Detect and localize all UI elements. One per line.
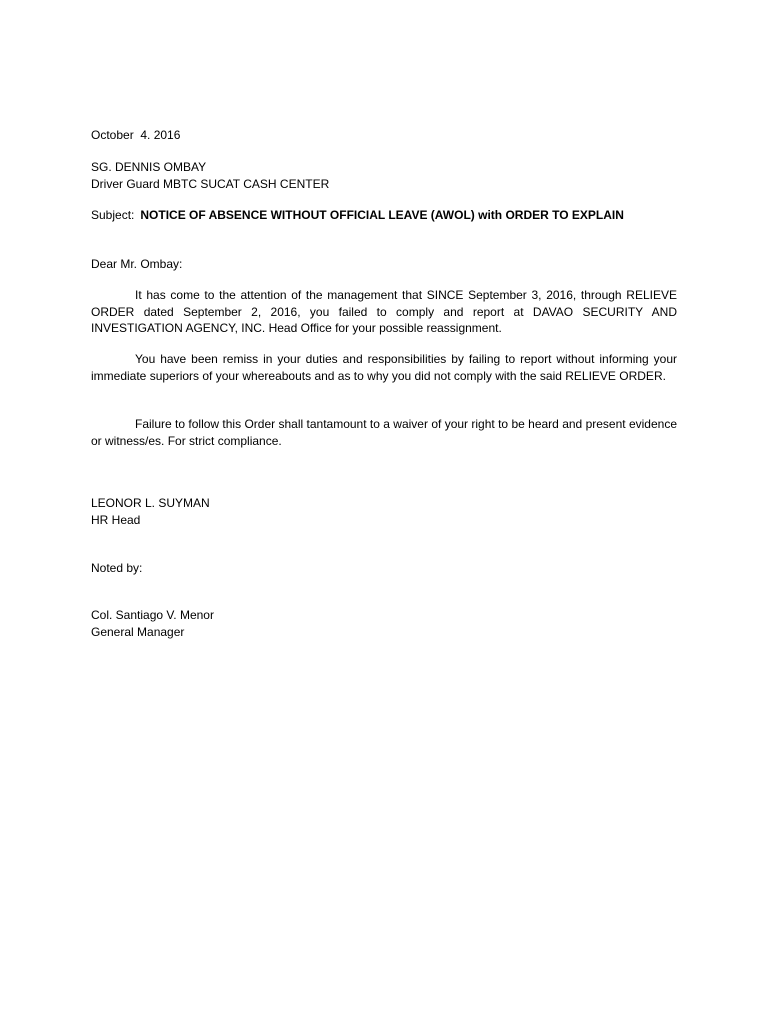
- signatory-title: HR Head: [91, 512, 141, 527]
- subject-label: Subject:: [91, 208, 135, 222]
- salutation: [91, 256, 677, 273]
- noter-name: Col. Santiago V. Menor: [91, 608, 214, 622]
- noter-title: General Manager: [91, 624, 185, 639]
- subject-text: NOTICE OF ABSENCE WITHOUT OFFICIAL LEAVE (AWOL) with ORDER TO EXPLAIN: [140, 208, 624, 222]
- signatory-name: LEONOR L. SUYMAN: [91, 496, 210, 510]
- date-text: October 4. 2016: [91, 128, 181, 142]
- recipient-name: SG. DENNIS OMBAY: [91, 160, 207, 174]
- recipient-position: Driver Guard MBTC SUCAT CASH CENTER: [91, 176, 330, 191]
- noter-block: [91, 607, 677, 640]
- body-paragraph-3: Failure to follow this Order shall tantamount to a waiver of your right to be heard and present evidence or witness/es. For strict compliance.: [91, 417, 677, 448]
- letter-date: [91, 127, 677, 144]
- signatory-block: [91, 495, 677, 528]
- salutation-text: Dear Mr. Ombay:: [91, 257, 183, 271]
- subject-line: [91, 207, 677, 224]
- noted-by: [91, 560, 677, 577]
- noted-by-label: Noted by:: [91, 561, 143, 575]
- body-paragraph-1: It has come to the attention of the management that SINCE September 3, 2016, through RELIEVE ORDER dated September 2, 2016, you failed to comply and report at DAVAO SECURITY AND INVESTIGATION AGENCY, INC. Head Office for your possible reassignment.: [91, 288, 677, 335]
- body-paragraph-2: You have been remiss in your duties and responsibilities by failing to report without informing your immediate superiors of your whereabouts and as to why you did not comply with the said RELIEVE ORDER.: [91, 352, 677, 383]
- recipient-block: [91, 159, 677, 192]
